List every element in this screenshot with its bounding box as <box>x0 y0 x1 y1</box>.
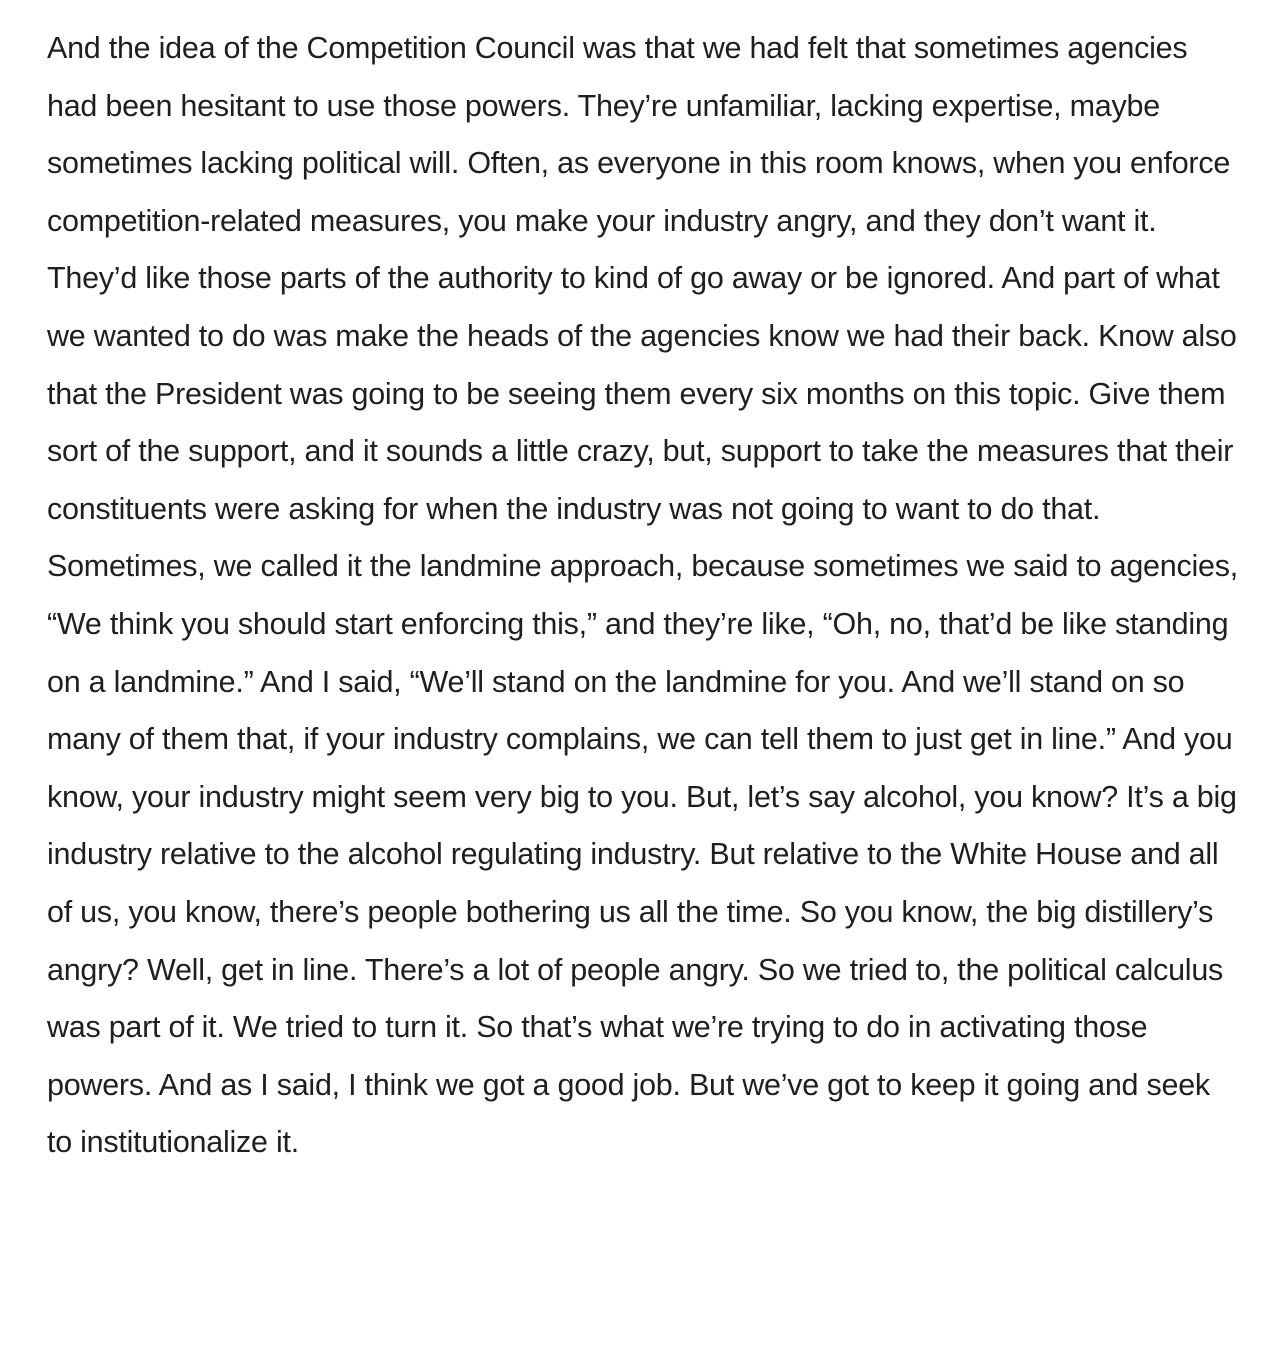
body-paragraph: And the idea of the Competition Council was that we had felt that sometimes agencies had been hesitant to use those powers. They’re unfamiliar, lacking expertise, maybe sometimes lacking political will. Often, as everyone in this room knows, when you enforce competition-related measures, you make your industry angry, and they don’t want it. They’d like those parts of the authority to kind of go away or be ignored. And part of what we wanted to do was make the heads of the agencies know we had their back. Know also that the President was going to be seeing them every six months on this topic. Give them sort of the support, and it sounds a little crazy, but, support to take the measures that their constituents were asking for when the industry was not going to want to do that. Sometimes, we called it the landmine approach, because sometimes we said to agencies, “We think you should start enforcing this,” and they’re like, “Oh, no, that’d be like standing on a landmine.” And I said, “We’ll stand on the landmine for you. And we’ll stand on so many of them that, if your industry complains, we can tell them to just get in line.” And you know, your industry might seem very big to you. But, let’s say alcohol, you know? It’s a big industry relative to the alcohol regulating industry. But relative to the White House and all of us, you know, there’s people bothering us all the time. So you know, the big distillery’s angry? Well, get in line. There’s a lot of people angry. So we tried to, the political calculus was part of it. We tried to turn it. So that’s what we’re trying to do in activating those powers. And as I said, I think we got a good job. But we’ve got to keep it going and seek to institutionalize it. <box>47 31 1238 1160</box>
